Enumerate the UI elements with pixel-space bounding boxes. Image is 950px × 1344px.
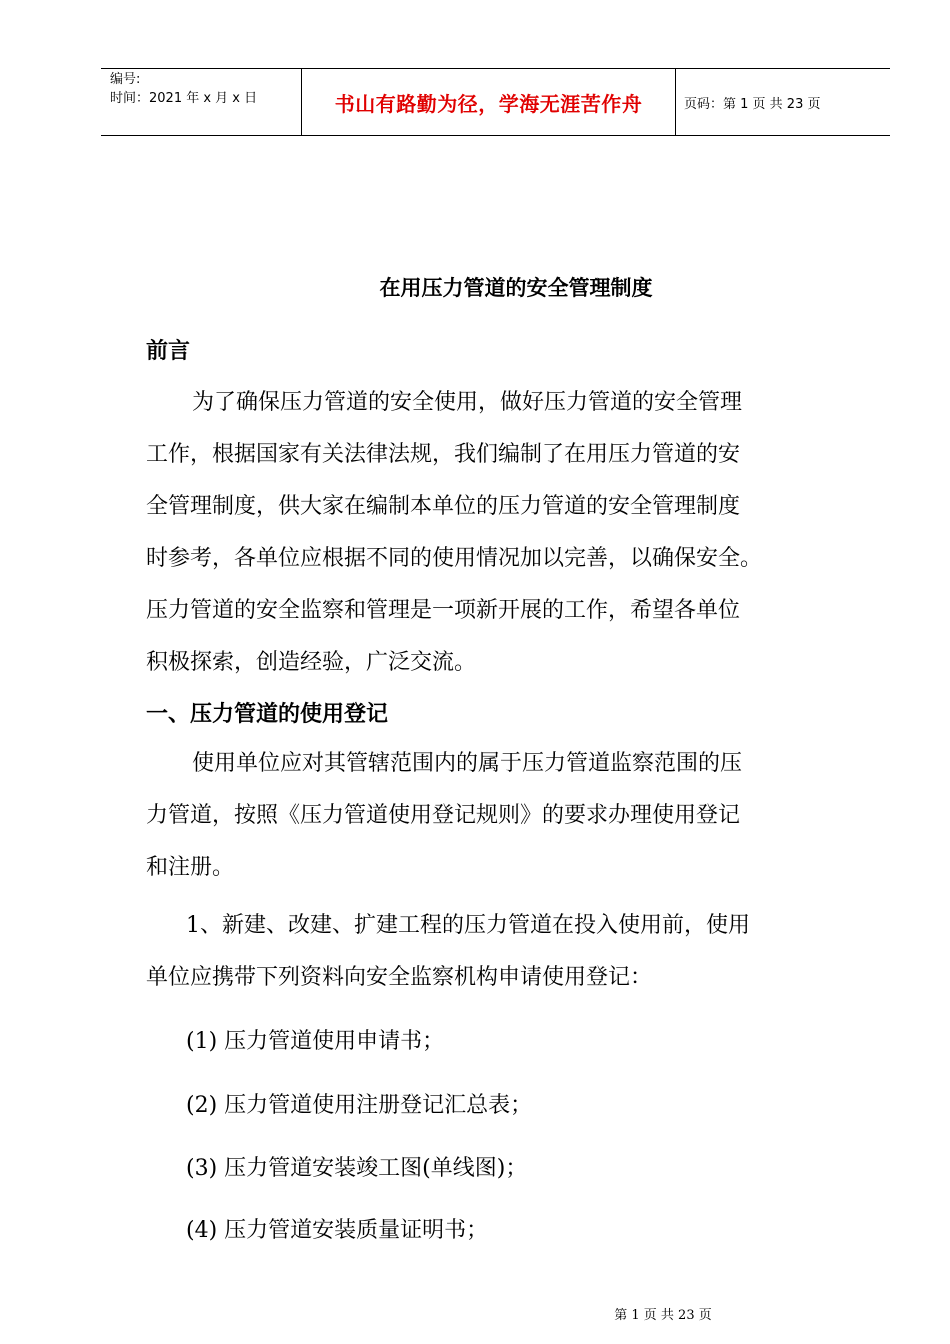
list-item: (1) 压力管道使用申请书； bbox=[186, 1029, 445, 1054]
paragraph-line: 时参考，各单位应根据不同的使用情况加以完善，以确保安全。 bbox=[146, 546, 763, 571]
header-motto: 书山有路勤为径，学海无涯苦作舟 bbox=[334, 91, 643, 116]
paragraph-line: 1、新建、改建、扩建工程的压力管道在投入使用前，使用 bbox=[186, 913, 750, 938]
paragraph-line: 使用单位应对其管辖范围内的属于压力管道监察范围的压 bbox=[192, 751, 743, 776]
preface-heading: 前言 bbox=[146, 339, 191, 364]
paragraph-line: 压力管道的安全监察和管理是一项新开展的工作，希望各单位 bbox=[146, 598, 741, 623]
paragraph-line: 和注册。 bbox=[146, 855, 235, 880]
header-meta bbox=[101, 69, 301, 135]
document-title: 在用压力管道的安全管理制度 bbox=[379, 276, 653, 300]
header-divider bbox=[675, 69, 676, 135]
list-item: (4) 压力管道安装质量证明书； bbox=[186, 1218, 489, 1243]
header-page-info: 页码：第 1 页 共 23 页 bbox=[684, 97, 821, 112]
section-paragraph bbox=[146, 738, 846, 894]
document-header bbox=[101, 68, 890, 136]
list-item: (2) 压力管道使用注册登记汇总表； bbox=[186, 1093, 533, 1118]
paragraph-line: 为了确保压力管道的安全使用，做好压力管道的安全管理 bbox=[192, 390, 743, 415]
number-label: 编号: bbox=[110, 72, 141, 87]
page-footer: 第 1 页 共 23 页 bbox=[614, 1308, 712, 1323]
paragraph-line: 力管道，按照《压力管道使用登记规则》的要求办理使用登记 bbox=[146, 803, 741, 828]
paragraph-line: 全管理制度，供大家在编制本单位的压力管道的安全管理制度 bbox=[146, 494, 741, 519]
paragraph-line: 单位应携带下列资料向安全监察机构申请使用登记： bbox=[146, 965, 653, 990]
list-item: (3) 压力管道安装竣工图(单线图)； bbox=[186, 1156, 528, 1181]
paragraph-line: 工作，根据国家有关法律法规，我们编制了在用压力管道的安 bbox=[146, 442, 741, 467]
time-label: 时间：2021 年 x 月 x 日 bbox=[110, 91, 258, 106]
preface-paragraph bbox=[146, 377, 846, 689]
paragraph-line: 积极探索，创造经验，广泛交流。 bbox=[146, 650, 477, 675]
item-paragraph bbox=[146, 900, 846, 1004]
section-heading: 一、压力管道的使用登记 bbox=[146, 702, 389, 727]
